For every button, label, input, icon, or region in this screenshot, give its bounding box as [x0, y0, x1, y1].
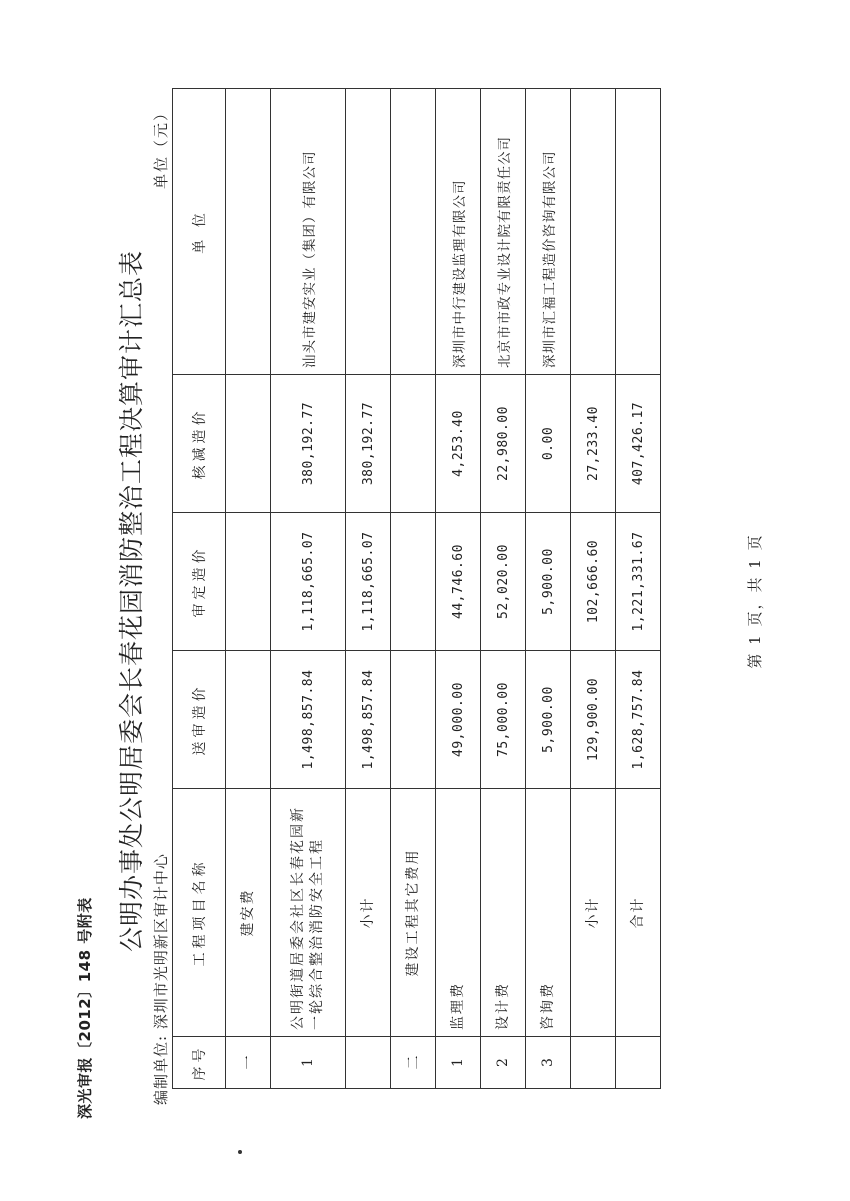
unit-label: 单位（元） — [152, 103, 170, 189]
page-number: 第 1 页，共 1 页 — [746, 533, 764, 669]
row-seq: 1 — [436, 1037, 481, 1089]
scan-speck — [238, 1150, 242, 1154]
row-approved: 52,020.00 — [481, 513, 526, 651]
row-company — [571, 89, 616, 375]
table-row — [571, 89, 616, 1089]
row-reduction: 0.00 — [526, 375, 571, 513]
row-reduction: 4,253.40 — [436, 375, 481, 513]
row-approved — [391, 513, 436, 651]
row-seq: 2 — [481, 1037, 526, 1089]
row-project: 咨询费 — [526, 789, 571, 1037]
compiler-label: 编制单位: — [152, 1034, 170, 1105]
row-reduction: 380,192.77 — [271, 375, 346, 513]
row-project: 公明街道居委会社区长春花园新一轮综合整治消防安全工程 — [271, 789, 346, 1037]
row-reduction: 22,980.00 — [481, 375, 526, 513]
row-company: 汕头市建安实业（集团）有限公司 — [271, 89, 346, 375]
header-reduction: 核减造价 — [173, 375, 226, 513]
row-seq — [346, 1037, 391, 1089]
row-submitted: 129,900.00 — [571, 651, 616, 789]
row-approved: 1,221,331.67 — [616, 513, 661, 651]
row-project: 设计费 — [481, 789, 526, 1037]
row-project: 小计 — [346, 789, 391, 1037]
row-reduction — [391, 375, 436, 513]
header-company: 单 位 — [173, 89, 226, 375]
page-title: 公明办事处公明居委会长春花园消防整治工程决算审计汇总表 — [117, 250, 146, 953]
row-approved — [226, 513, 271, 651]
audit-summary-table — [172, 88, 661, 1089]
row-company — [616, 89, 661, 375]
header-seq: 序号 — [173, 1037, 226, 1089]
row-approved: 1,118,665.07 — [346, 513, 391, 651]
row-submitted: 1,498,857.84 — [346, 651, 391, 789]
row-project: 建安费 — [226, 789, 271, 1037]
table-row — [436, 89, 481, 1089]
row-reduction: 407,426.17 — [616, 375, 661, 513]
row-seq: 一 — [226, 1037, 271, 1089]
row-seq: 1 — [271, 1037, 346, 1089]
row-company: 深圳市汇福工程造价咨询有限公司 — [526, 89, 571, 375]
compiler-value: 深圳市光明新区审计中心 — [152, 853, 170, 1030]
row-reduction: 27,233.40 — [571, 375, 616, 513]
row-submitted — [391, 651, 436, 789]
table-header-row — [173, 89, 226, 1089]
row-submitted: 5,900.00 — [526, 651, 571, 789]
row-submitted: 1,498,857.84 — [271, 651, 346, 789]
row-seq — [571, 1037, 616, 1089]
row-submitted: 75,000.00 — [481, 651, 526, 789]
row-project: 监理费 — [436, 789, 481, 1037]
table-row — [481, 89, 526, 1089]
row-project: 合计 — [616, 789, 661, 1037]
table-row — [271, 89, 346, 1089]
row-approved: 102,666.60 — [571, 513, 616, 651]
row-seq — [616, 1037, 661, 1089]
table-row — [391, 89, 436, 1089]
header-submitted: 送审造价 — [173, 651, 226, 789]
header-approved: 审定造价 — [173, 513, 226, 651]
table-row — [616, 89, 661, 1089]
row-submitted: 1,628,757.84 — [616, 651, 661, 789]
row-company — [391, 89, 436, 375]
row-project: 建设工程其它费用 — [391, 789, 436, 1037]
row-project: 小计 — [571, 789, 616, 1037]
row-company: 北京市市政专业设计院有限责任公司 — [481, 89, 526, 375]
row-company: 深圳市中行建设监理有限公司 — [436, 89, 481, 375]
compiler-line — [150, 853, 171, 1105]
row-company — [226, 89, 271, 375]
row-submitted: 49,000.00 — [436, 651, 481, 789]
row-approved: 1,118,665.07 — [271, 513, 346, 651]
row-company — [346, 89, 391, 375]
row-approved: 5,900.00 — [526, 513, 571, 651]
row-reduction — [226, 375, 271, 513]
table-row — [226, 89, 271, 1089]
row-submitted — [226, 651, 271, 789]
row-reduction: 380,192.77 — [346, 375, 391, 513]
row-seq: 二 — [391, 1037, 436, 1089]
row-seq: 3 — [526, 1037, 571, 1089]
table-row — [526, 89, 571, 1089]
document-number: 深光审报〔2012〕148 号附表 — [76, 897, 94, 1119]
row-approved: 44,746.60 — [436, 513, 481, 651]
table-row — [346, 89, 391, 1089]
header-project: 工程项目名称 — [173, 789, 226, 1037]
